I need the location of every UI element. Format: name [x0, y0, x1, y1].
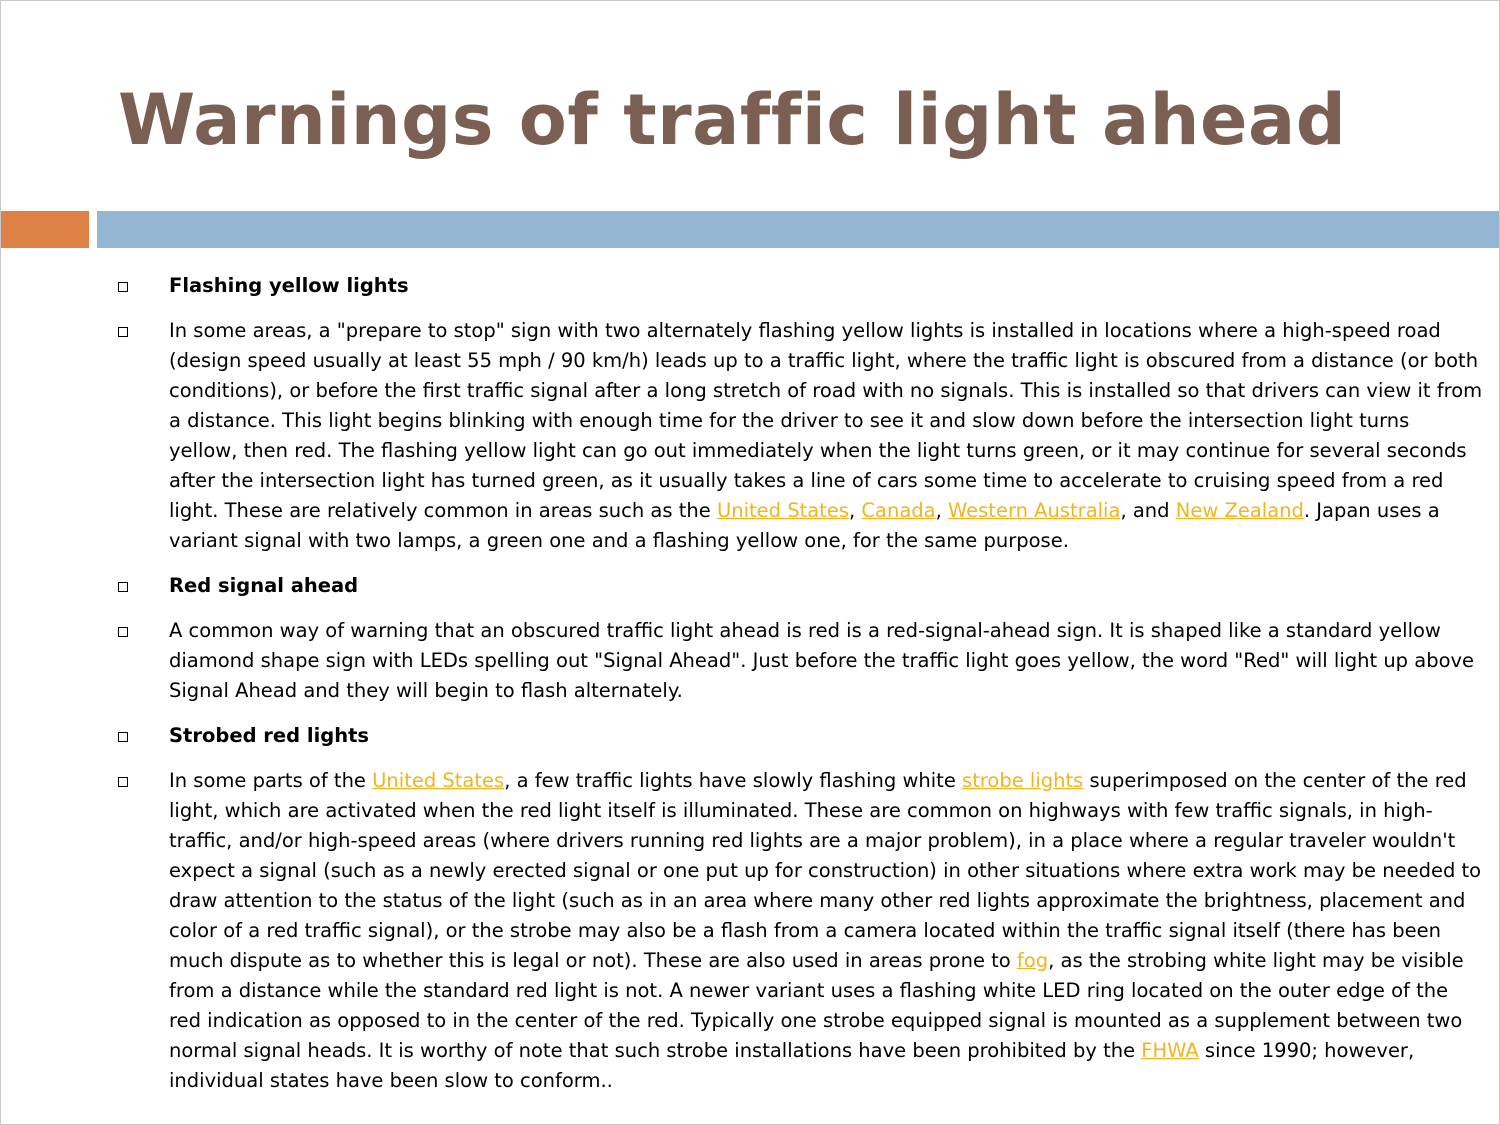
bullet-heading-flashing-yellow: [118, 271, 1483, 301]
title-divider-bar: [97, 211, 1500, 248]
square-bullet-icon: [118, 732, 128, 742]
slide-title: Warnings of traffic light ahead: [118, 79, 1347, 161]
separator: , and: [1120, 499, 1176, 522]
bullet-text: In some parts of the: [169, 769, 373, 792]
link-fhwa[interactable]: FHWA: [1141, 1039, 1199, 1062]
bullet-red-signal-description: [118, 616, 1483, 706]
square-bullet-icon: [118, 282, 128, 292]
bullet-text: since 1990; however, individual states have been slow to conform..: [169, 1039, 1415, 1092]
link-fog[interactable]: fog: [1016, 949, 1049, 972]
bullet-heading-text: Strobed red lights: [169, 724, 370, 747]
bullet-text: . Japan uses a variant signal with two lamps, a green one and a flashing yellow one, for the same purpose.: [169, 499, 1440, 552]
square-bullet-icon: [118, 777, 128, 787]
link-united-states[interactable]: United States: [372, 769, 505, 792]
bullet-text: In some areas, a "prepare to stop" sign with two alternately flashing yellow lights is installed in locations where a high-speed road (design speed usually at least 55 mph / 90 km/h) leads up to a traffic light, where the traffic light is obscured from a distance (or both conditions), or before the first traffic signal after a long stretch of road with no signals. This is installed so that drivers can view it from a distance. This light begins blinking with enough time for the driver to see it and slow down before the intersection light turns yellow, then red. The flashing yellow light can go out immediately when the light turns green, or it may continue for several seconds after the intersection light has turned green, as it usually takes a line of cars some time to accelerate to cruising speed from a red light. These are relatively common in areas such as the: [169, 319, 1483, 522]
bullet-flashing-yellow-description: [118, 316, 1483, 556]
square-bullet-icon: [118, 582, 128, 592]
bullet-heading-text: Flashing yellow lights: [169, 274, 409, 297]
separator: ,: [935, 499, 948, 522]
square-bullet-icon: [118, 627, 128, 637]
bullet-heading-red-signal-ahead: [118, 571, 1483, 601]
bullet-strobed-red-description: [118, 766, 1483, 1096]
square-bullet-icon: [118, 327, 128, 337]
bullet-text: , as the strobing white light may be visible from a distance while the standard red light is not. A newer variant uses a flashing white LED ring located on the outer edge of the red indication as opposed to in the center of the red. Typically one strobe equipped signal is mounted as a supplement between two normal signal heads. It is worthy of note that such strobe installations have been prohibited by the: [169, 949, 1464, 1062]
accent-bar: [1, 211, 89, 248]
bullet-heading-strobed-red: [118, 721, 1483, 751]
link-canada[interactable]: Canada: [861, 499, 936, 522]
bullet-heading-text: Red signal ahead: [169, 574, 359, 597]
bullet-text: , a few traffic lights have slowly flashing white: [504, 769, 963, 792]
link-united-states[interactable]: United States: [716, 499, 849, 522]
bullet-list: [118, 271, 1483, 1111]
link-new-zealand[interactable]: New Zealand: [1175, 499, 1304, 522]
link-western-australia[interactable]: Western Australia: [948, 499, 1121, 522]
bullet-text: superimposed on the center of the red light, which are activated when the red light itself is illuminated. These are common on highways with few traffic signals, in high-traffic, and/or high-speed areas (where drivers running red lights are a major problem), in a place where a regular traveler wouldn't expect a signal (such as a newly erected signal or one put up for construction) in other situations where extra work may be needed to draw attention to the status of the light (such as in an area where many other red lights approximate the brightness, placement and color of a red traffic signal), or the strobe may also be a flash from a camera located within the traffic signal itself (there has been much dispute as to whether this is legal or not). These are also used in areas prone to: [169, 769, 1482, 972]
separator: ,: [848, 499, 862, 522]
link-strobe-lights[interactable]: strobe lights: [962, 769, 1084, 792]
bullet-text: A common way of warning that an obscured traffic light ahead is red is a red-signal-ahead sign. It is shaped like a standard yellow diamond shape sign with LEDs spelling out "Signal Ahead". Just before the traffic light goes yellow, the word "Red" will light up above Signal Ahead and they will begin to flash alternately.: [169, 619, 1475, 702]
